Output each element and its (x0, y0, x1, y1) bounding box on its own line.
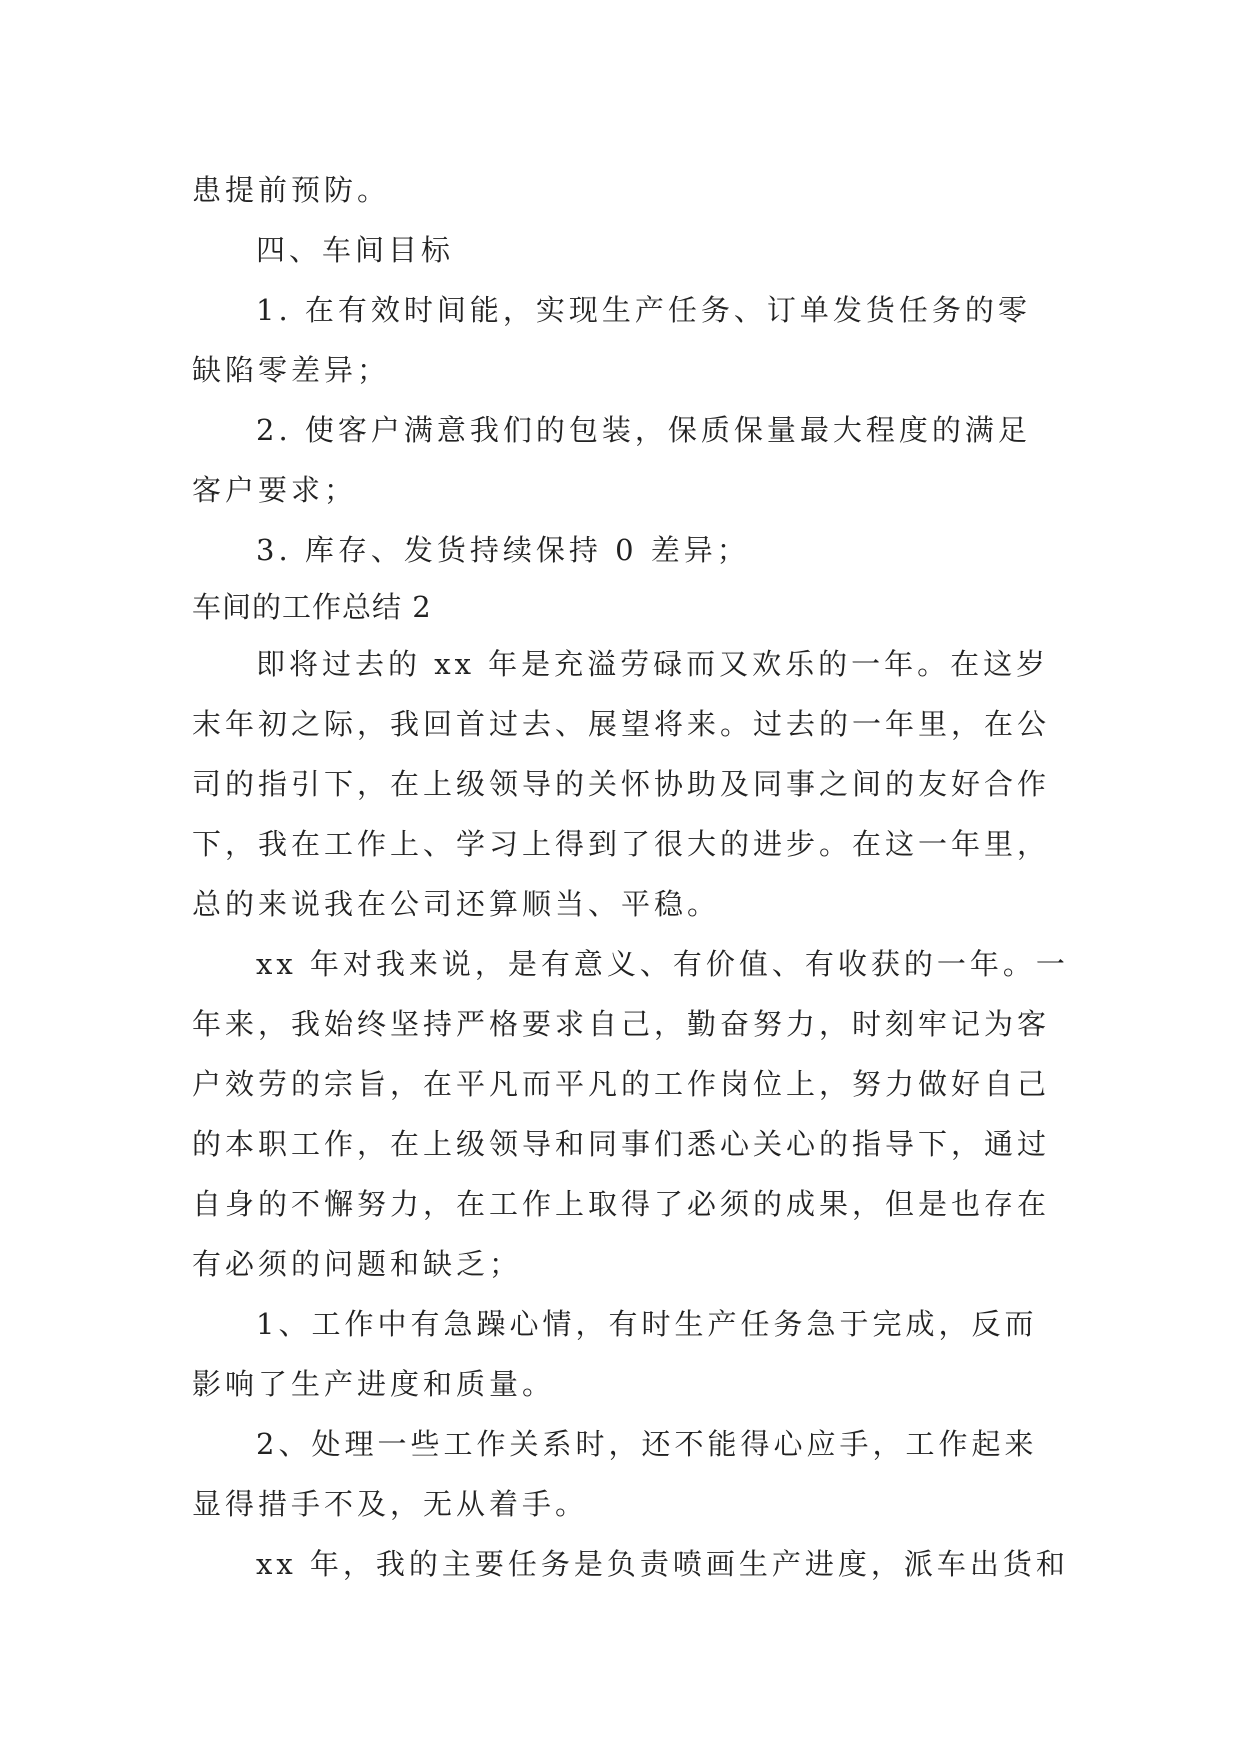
document-title: 车间的工作总结 2 (192, 590, 432, 624)
document-body (192, 160, 1092, 1594)
list-item: 3. 库存、发货持续保持 0 差异； (256, 533, 750, 567)
paragraph-line: 下，我在工作上、学习上得到了很大的进步。在这一年里， (192, 827, 1051, 861)
paragraph-line: 总的来说我在公司还算顺当、平稳。 (192, 887, 721, 921)
paragraph-line: 户效劳的宗旨，在平凡而平凡的工作岗位上，努力做好自己 (192, 1067, 1051, 1101)
list-item: 2. 使客户满意我们的包装，保质保量最大程度的满足 (256, 413, 1031, 447)
paragraph-line: 缺陷零差异； (192, 353, 391, 387)
list-item: 2、处理一些工作关系时，还不能得心应手，工作起来 (256, 1427, 1038, 1461)
list-item: 1. 在有效时间能，实现生产任务、订单发货任务的零 (256, 293, 1031, 327)
paragraph-line: 司的指引下，在上级领导的关怀协助及同事之间的友好合作 (192, 767, 1051, 801)
paragraph-line: 末年初之际，我回首过去、展望将来。过去的一年里，在公 (192, 707, 1051, 741)
paragraph-line: 客户要求； (192, 473, 358, 507)
section-heading: 四、车间目标 (256, 233, 455, 267)
paragraph-line: 显得措手不及，无从着手。 (192, 1487, 589, 1521)
paragraph-line: 年来，我始终坚持严格要求自己，勤奋努力，时刻牢记为客 (192, 1007, 1051, 1041)
paragraph-line: xx 年对我来说，是有意义、有价值、有收获的一年。一 (256, 947, 1069, 981)
paragraph-line: 有必须的问题和缺乏； (192, 1247, 523, 1281)
paragraph-line: 患提前预防。 (192, 173, 391, 207)
paragraph-line: xx 年，我的主要任务是负责喷画生产进度，派车出货和 (256, 1547, 1069, 1581)
paragraph-line: 的本职工作，在上级领导和同事们悉心关心的指导下，通过 (192, 1127, 1051, 1161)
paragraph-line: 影响了生产进度和质量。 (192, 1367, 556, 1401)
paragraph-line: 自身的不懈努力，在工作上取得了必须的成果，但是也存在 (192, 1187, 1051, 1221)
paragraph-line: 即将过去的 xx 年是充溢劳碌而又欢乐的一年。在这岁 (256, 647, 1050, 681)
list-item: 1、工作中有急躁心情，有时生产任务急于完成，反而 (256, 1307, 1038, 1341)
